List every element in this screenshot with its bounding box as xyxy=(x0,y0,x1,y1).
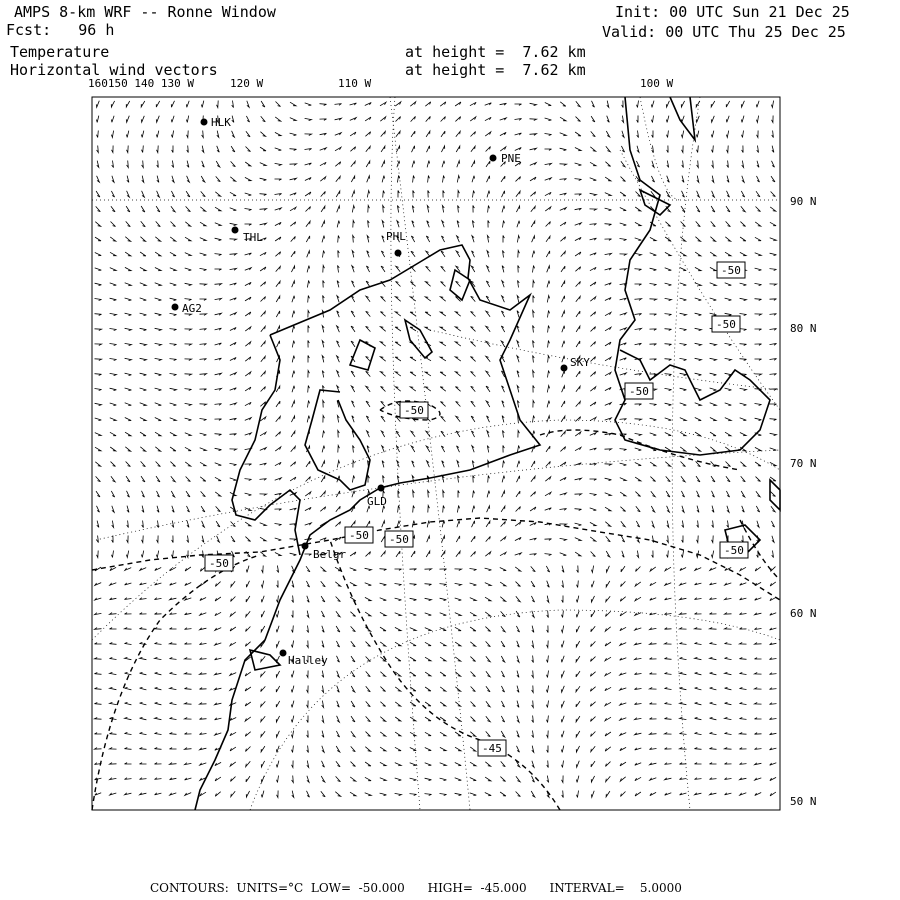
station-label: GLD xyxy=(367,495,387,508)
field-wind: Horizontal wind vectors xyxy=(10,61,218,79)
wind-vector-field xyxy=(95,101,777,798)
field-temperature: Temperature xyxy=(10,43,110,61)
temperature-contours xyxy=(92,401,780,810)
station-label: Belgr xyxy=(313,548,347,561)
contour-info: CONTOURS: UNITS=°C LOW= -50.000 HIGH= -45.000 INTERVAL= 5.0000 xyxy=(150,881,682,895)
contour-labels xyxy=(205,262,748,756)
lon-label: 100 W xyxy=(640,77,674,90)
station-dot-sky xyxy=(561,365,568,372)
station-dot-ag2 xyxy=(172,304,179,311)
station-dot-belgr xyxy=(302,543,309,550)
contour-label: -50 xyxy=(724,544,744,557)
valid-time: Valid: 00 UTC Thu 25 Dec 25 xyxy=(602,23,846,41)
station-dot-gld xyxy=(378,485,385,492)
contour-label: -50 xyxy=(389,533,409,546)
contour-label: -50 xyxy=(716,318,736,331)
contour-label: -50 xyxy=(209,557,229,570)
station-dot-thl xyxy=(232,227,239,234)
lon-label: 160150 140 130 W xyxy=(88,77,194,90)
map-frame xyxy=(92,97,780,810)
graticule xyxy=(92,97,780,810)
lon-label: 120 W xyxy=(230,77,264,90)
station-markers xyxy=(172,119,568,657)
station-label: PNE xyxy=(501,152,521,165)
station-dot-phl xyxy=(395,250,402,257)
map-title: AMPS 8-km WRF -- Ronne Window xyxy=(14,3,276,21)
station-label: THL xyxy=(243,231,263,244)
height-wind: at height = 7.62 km xyxy=(405,61,586,79)
station-dot-hlk xyxy=(201,119,208,126)
wind-vectors xyxy=(95,101,777,798)
station-dot-pne xyxy=(490,155,497,162)
contour-label: -50 xyxy=(349,529,369,542)
forecast-hour: Fcst: 96 h xyxy=(6,21,115,39)
lat-label: 60 N xyxy=(790,607,817,620)
station-label: Halley xyxy=(288,654,328,667)
lat-label: 90 N xyxy=(790,195,817,208)
station-label: HLK xyxy=(211,116,231,129)
contour-label: -50 xyxy=(721,264,741,277)
lat-label: 50 N xyxy=(790,795,817,808)
contour-label: -50 xyxy=(629,385,649,398)
lat-label: 70 N xyxy=(790,457,817,470)
station-label: PHL xyxy=(386,230,406,243)
station-dot-halley xyxy=(280,650,287,657)
lat-label: 80 N xyxy=(790,322,817,335)
init-time: Init: 00 UTC Sun 21 Dec 25 xyxy=(615,3,850,21)
contour-label: -50 xyxy=(404,404,424,417)
station-label: AG2 xyxy=(182,302,202,315)
lon-label: 110 W xyxy=(338,77,372,90)
contour-label: -45 xyxy=(482,742,502,755)
station-label: SKY xyxy=(570,356,590,369)
height-temperature: at height = 7.62 km xyxy=(405,43,586,61)
